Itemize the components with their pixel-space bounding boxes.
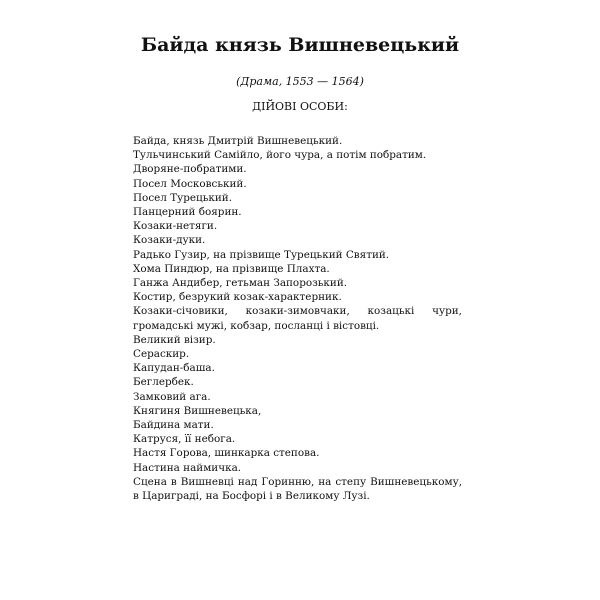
cast-item: Байдина мати. [133,419,214,432]
cast-item: Панцерний боярин. [133,206,242,219]
cast-item: Настина наймичка. [133,461,242,474]
document-subtitle: (Драма, 1553 — 1564) [236,75,364,88]
cast-item: Хома Пиндюр, на прізвище Плахта. [133,262,330,275]
cast-item: Радько Гузир, на прізвище Турецький Святий. [133,248,390,261]
cast-item: Байда, князь Дмитрій Вишневецький. [133,135,343,147]
cast-item: Замковий ага. [133,390,211,403]
cast-item: Великий візир. [133,333,216,346]
cast-item: Сцена в Вишневці над Горинню, на степу Вишневецькому, в Цариграді, на Босфорі і в Великому Лузі. [133,475,462,503]
cast-item: Капудан-баша. [133,362,215,375]
cast-item: Беглербек. [133,376,194,389]
cast-item: Костир, безрукий козак-характерник. [133,291,342,304]
cast-item: Настя Горова, шинкарка степова. [133,447,320,460]
cast-item: Дворяне-побратими. [133,163,247,176]
cast-item: Тульчинський Самійло, його чура, а потім побратим. [133,149,427,162]
cast-item: Козаки-дуки. [133,234,206,247]
cast-item: Козаки-нетяги. [133,220,218,233]
cast-heading: ДІЙОВІ ОСОБИ: [252,100,348,113]
cast-item: Посел Московський. [133,177,247,190]
cast-item: Посел Турецький. [133,191,233,204]
document-title: Байда князь Вишневецький [140,34,460,56]
cast-item: Княгиня Вишневецька, [133,404,262,417]
cast-item: Катруся, її небога. [133,433,236,446]
cast-list [133,134,462,503]
cast-item: Козаки-січовики, козаки-зимовчаки, козацькі чури, громадські мужі, кобзар, посланці і вістовці. [133,305,462,332]
cast-item: Сераскир. [133,348,190,361]
cast-item: Ганжа Андибер, гетьман Запорозький. [133,277,348,290]
